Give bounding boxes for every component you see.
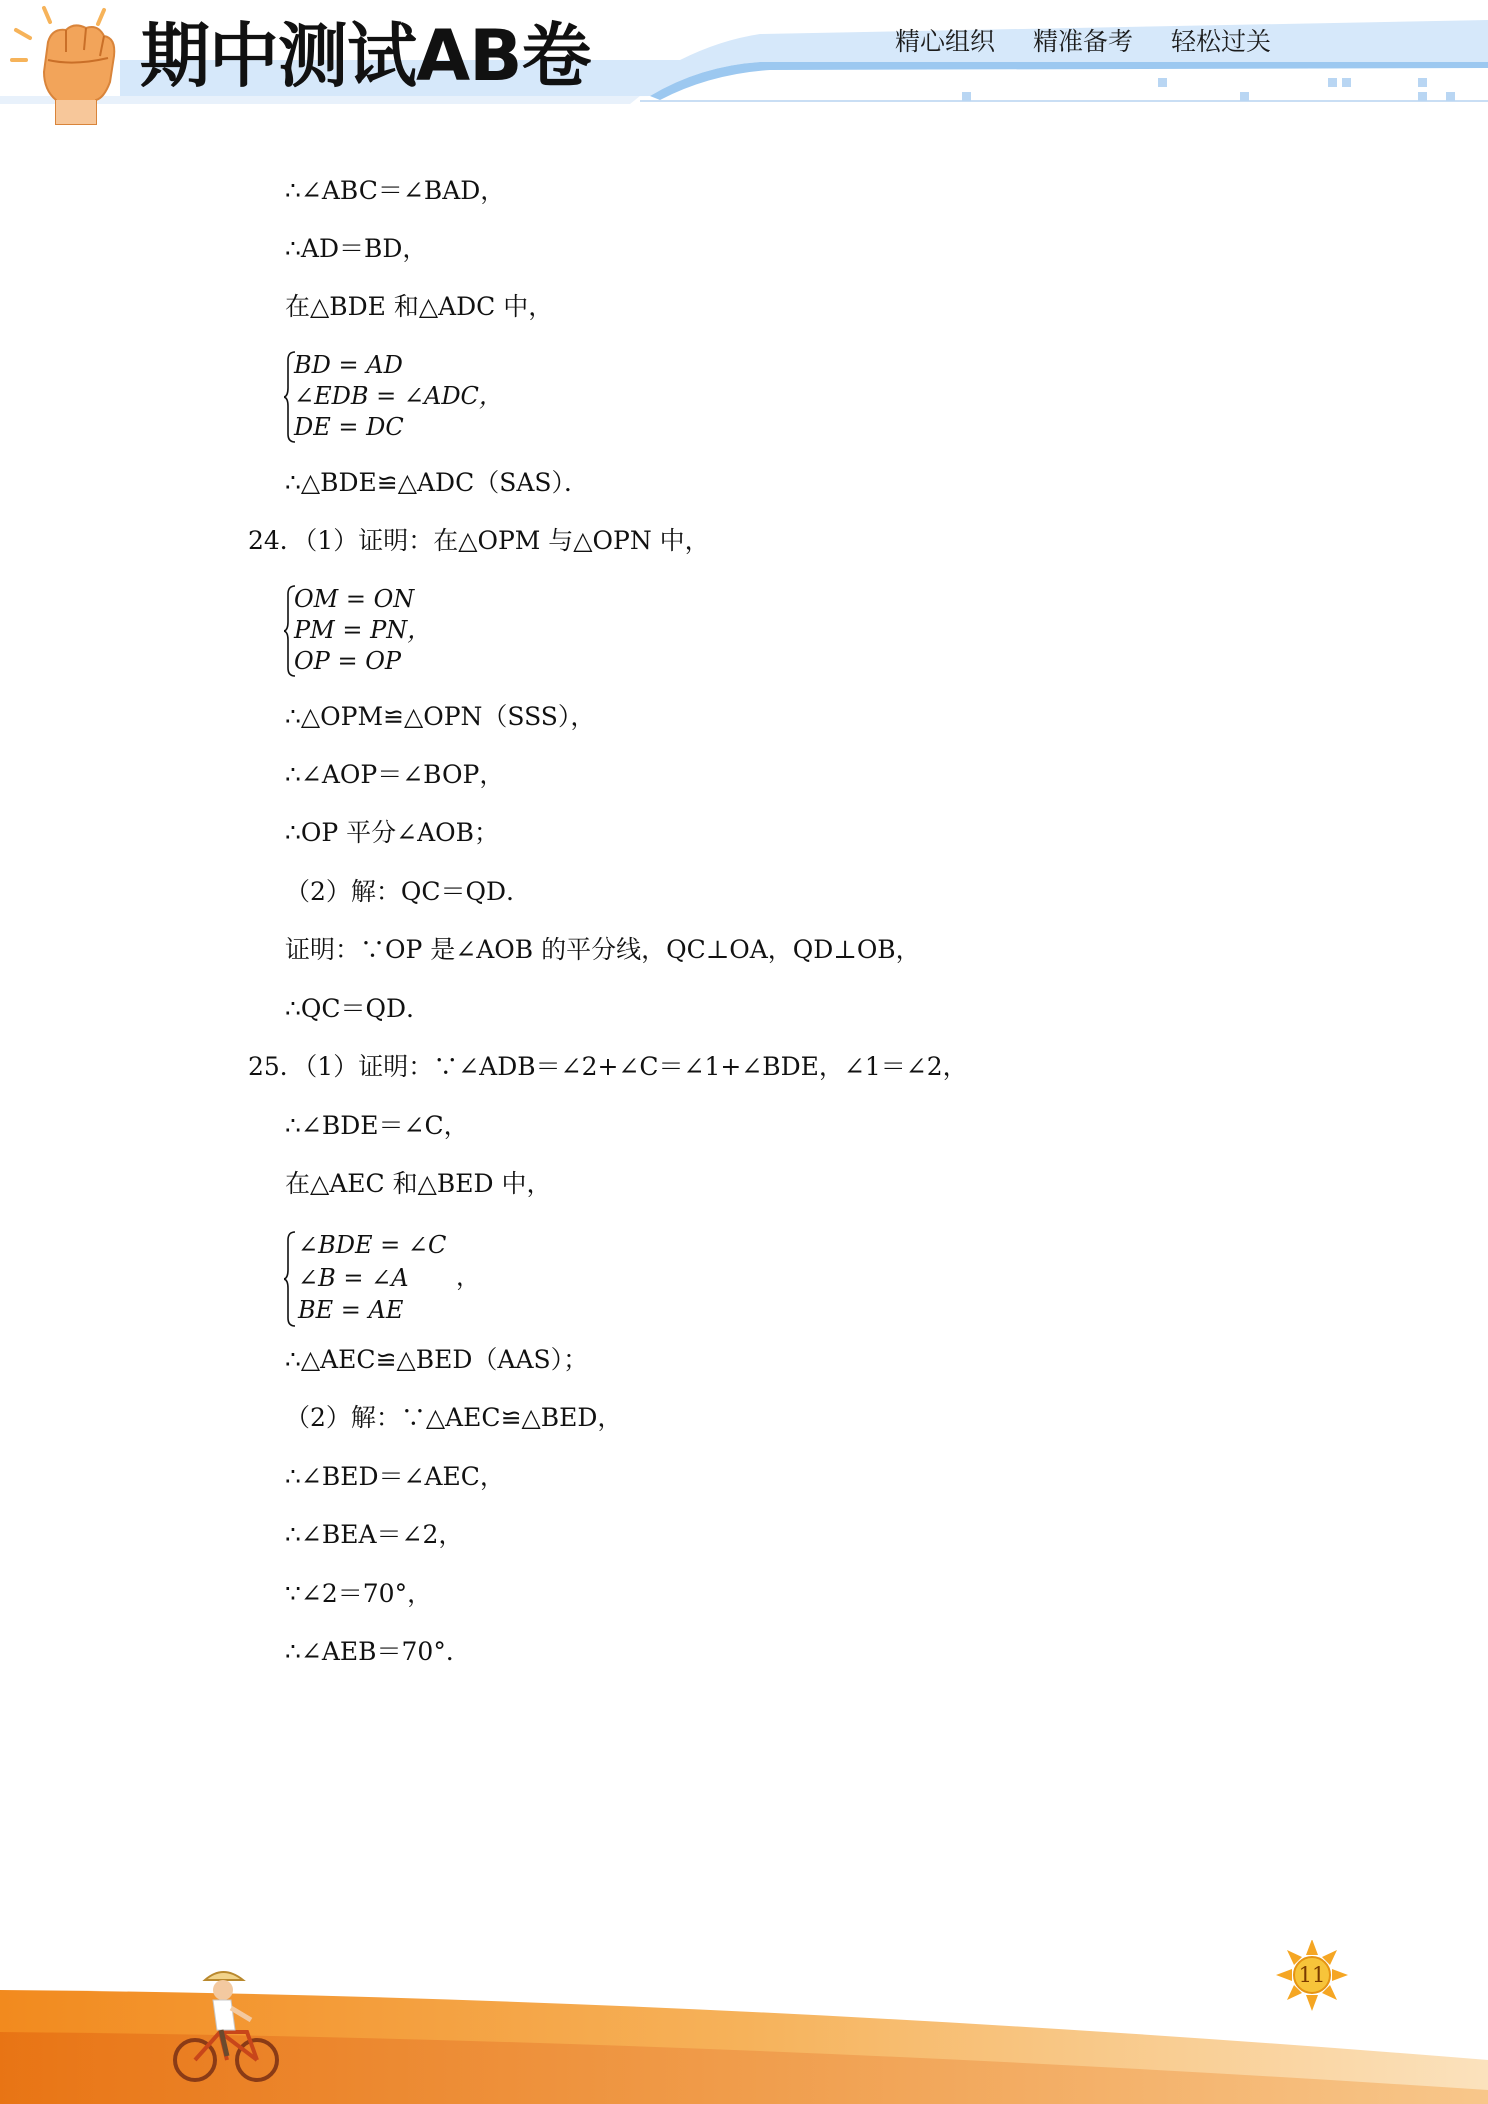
slogan-2: 精准备考 <box>1032 27 1133 56</box>
question-24-heading: 24．（1）证明：在△OPM 与△OPN 中， <box>248 526 710 555</box>
solution-line: ∴△AEC≌△BED（AAS）； <box>285 1345 589 1374</box>
slogan-1: 精心组织 <box>895 27 996 56</box>
solution-line: ∴∠AEB＝70°． <box>285 1637 471 1666</box>
equation-system <box>284 584 504 680</box>
solution-line: ∴QC＝QD． <box>285 994 432 1023</box>
solution-line: ∴∠BDE＝∠C， <box>285 1111 469 1140</box>
question-25-heading: 25．（1）证明：∵∠ADB＝∠2+∠C＝∠1+∠BDE，∠1＝∠2， <box>248 1052 968 1081</box>
solution-line: ∴OP 平分∠AOB； <box>285 818 500 847</box>
solution-line: 在△BDE 和△ADC 中， <box>285 292 554 321</box>
solution-line: ∴△OPM≌△OPN（SSS）， <box>285 702 596 731</box>
solution-line: ∴∠BED＝∠AEC， <box>285 1462 505 1491</box>
page-title: 期中测试AB卷 <box>140 15 591 97</box>
equation-system <box>284 350 504 446</box>
solution-line: ∵∠2＝70°， <box>285 1579 433 1608</box>
system-row: OM = ON <box>294 585 415 613</box>
header-slogans <box>895 22 1301 58</box>
footer-banner <box>0 1940 1488 2104</box>
solution-line: （2）解：∵△AEC≌△BED， <box>285 1403 623 1432</box>
system-row: DE = DC <box>294 413 404 441</box>
solution-line: 在△AEC 和△BED 中， <box>285 1169 552 1198</box>
solution-line: 证明：∵OP 是∠AOB 的平分线，QC⊥OA，QD⊥OB， <box>285 935 921 964</box>
system-row: ∠BDE = ∠C <box>298 1231 447 1259</box>
system-row: BD = AD <box>294 351 403 379</box>
system-row: PM = PN， <box>294 616 432 644</box>
page-number: 11 <box>1298 1963 1326 1987</box>
brace-icon <box>284 1230 296 1328</box>
header-dots <box>950 76 1470 106</box>
equation-system <box>284 1230 504 1330</box>
page-footer <box>0 1940 1488 2104</box>
system-row: OP = OP <box>294 647 402 675</box>
system-row: ∠EDB = ∠ADC， <box>294 382 503 410</box>
solution-line: ∴AD＝BD， <box>285 234 428 263</box>
solution-line: （2）解：QC＝QD． <box>285 877 532 906</box>
system-row: BE = AE <box>298 1296 404 1324</box>
solution-line: ∴△BDE≌△ADC（SAS）． <box>285 468 590 497</box>
page-header <box>0 0 1488 130</box>
solution-line: ∴∠BEA＝∠2， <box>285 1520 464 1549</box>
system-tail: ， <box>456 1263 480 1291</box>
solution-line: ∴∠AOP＝∠BOP， <box>285 760 505 789</box>
slogan-3: 轻松过关 <box>1170 27 1271 56</box>
system-row: ∠B = ∠A <box>298 1264 409 1292</box>
fist-icon <box>4 0 144 128</box>
solution-line: ∴∠ABC＝∠BAD， <box>285 176 506 205</box>
